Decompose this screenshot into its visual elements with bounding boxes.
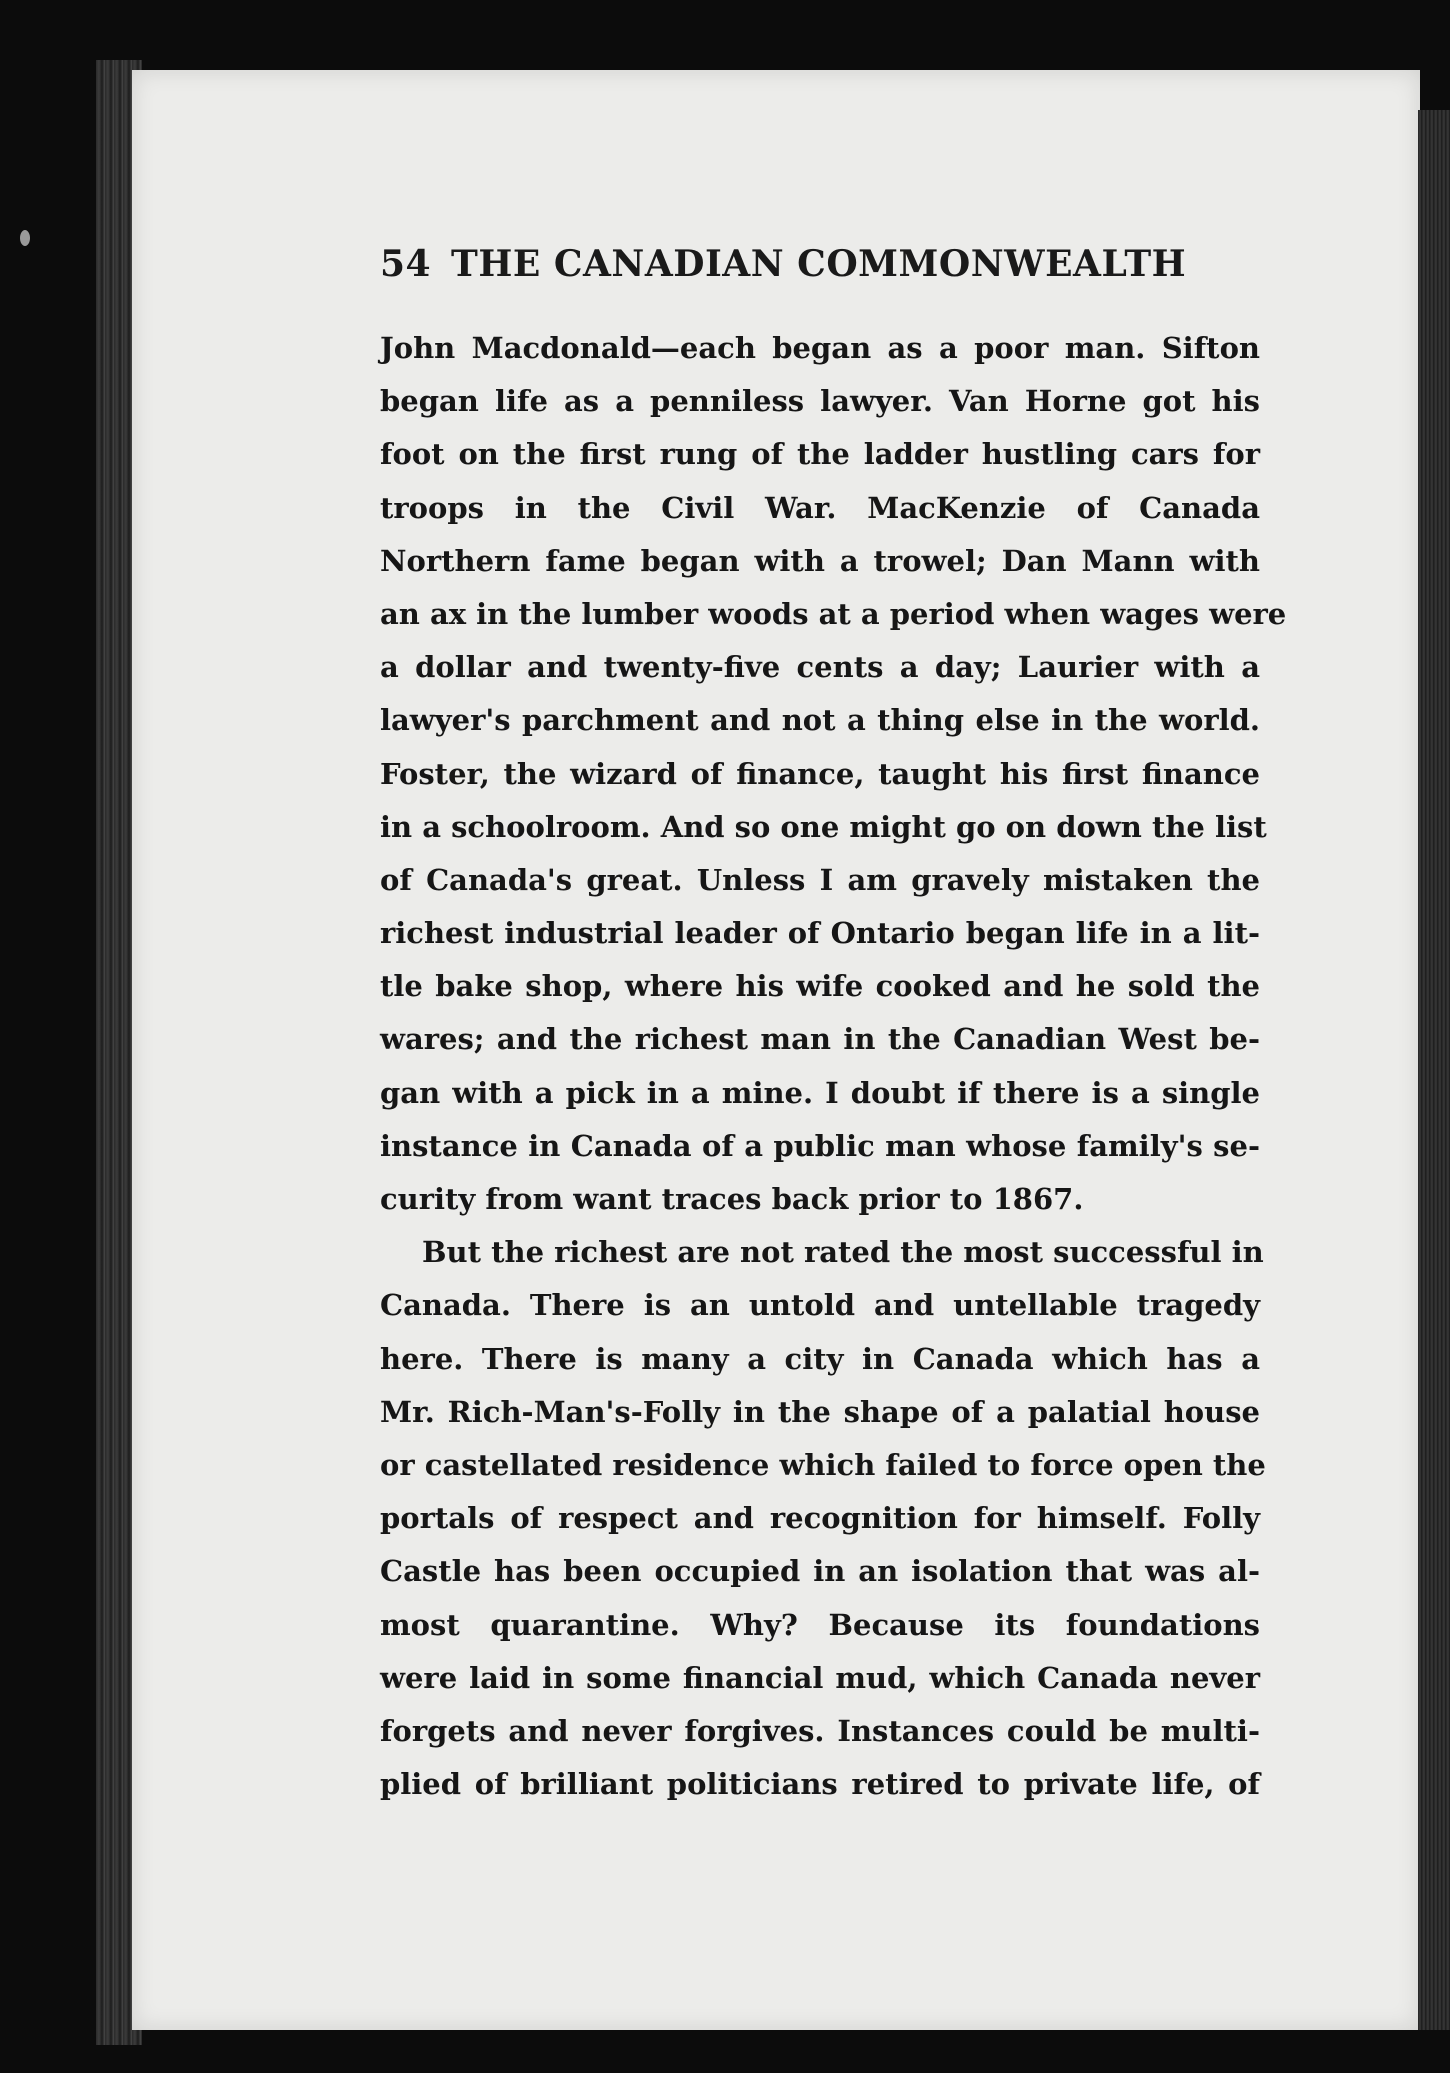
body-text (380, 322, 1287, 1811)
text-line: Northern fame began with a trowel; Dan Mann with (380, 543, 1260, 578)
text-line: Canada. There is an untold and untellable tragedy (380, 1288, 1260, 1323)
text-line: Mr. Rich-Man's-Folly in the shape of a palatial house (380, 1394, 1260, 1429)
text-line: or castellated residence which failed to force open the (380, 1447, 1266, 1482)
text-line: most quarantine. Why? Because its foundations (380, 1607, 1260, 1642)
text-line: an ax in the lumber woods at a period when wages were (380, 596, 1287, 631)
text-line: curity from want traces back prior to 1867. (380, 1182, 1084, 1216)
text-line: lawyer's parchment and not a thing else in the world. (380, 703, 1260, 738)
running-title: THE CANADIAN COMMONWEALTH (451, 243, 1187, 285)
text-line: John Macdonald—each began as a poor man. Sifton (380, 331, 1260, 365)
text-line: forgets and never forgives. Instances could be multi- (380, 1713, 1260, 1748)
text-line: tle bake shop, where his wife cooked and he sold the (380, 969, 1260, 1004)
text-line: But the richest are not rated the most successful in (422, 1235, 1264, 1270)
running-head (380, 243, 1260, 293)
text-line: instance in Canada of a public man whose family's se- (380, 1128, 1260, 1163)
text-line: plied of brilliant politicians retired to private life, of (380, 1767, 1260, 1802)
page-stack-edge (1418, 110, 1450, 2030)
text-line: in a schoolroom. And so one might go on down the list (380, 809, 1267, 844)
text-line: Foster, the wizard of finance, taught his first finance (380, 756, 1260, 791)
text-line: richest industrial leader of Ontario began life in a lit- (380, 916, 1260, 951)
page-number: 54 (380, 243, 432, 285)
text-line: a dollar and twenty-five cents a day; Laurier with a (380, 650, 1260, 685)
text-line: gan with a pick in a mine. I doubt if there is a single (380, 1075, 1260, 1110)
text-line: troops in the Civil War. MacKenzie of Canada (380, 490, 1260, 525)
text-line: Castle has been occupied in an isolation that was al- (380, 1554, 1260, 1589)
text-line: portals of respect and recognition for himself. Folly (380, 1501, 1260, 1536)
text-line: here. There is many a city in Canada which has a (380, 1341, 1260, 1376)
text-line: wares; and the richest man in the Canadian West be- (380, 1022, 1260, 1057)
scan-speck (20, 230, 30, 246)
text-line: were laid in some financial mud, which Canada never (380, 1660, 1260, 1695)
text-line: foot on the first rung of the ladder hustling cars for (380, 437, 1260, 472)
text-line: of Canada's great. Unless I am gravely mistaken the (380, 862, 1260, 897)
text-line: began life as a penniless lawyer. Van Horne got his (380, 384, 1260, 419)
paragraph-1 (380, 322, 1287, 1226)
paragraph-2 (380, 1226, 1266, 1811)
